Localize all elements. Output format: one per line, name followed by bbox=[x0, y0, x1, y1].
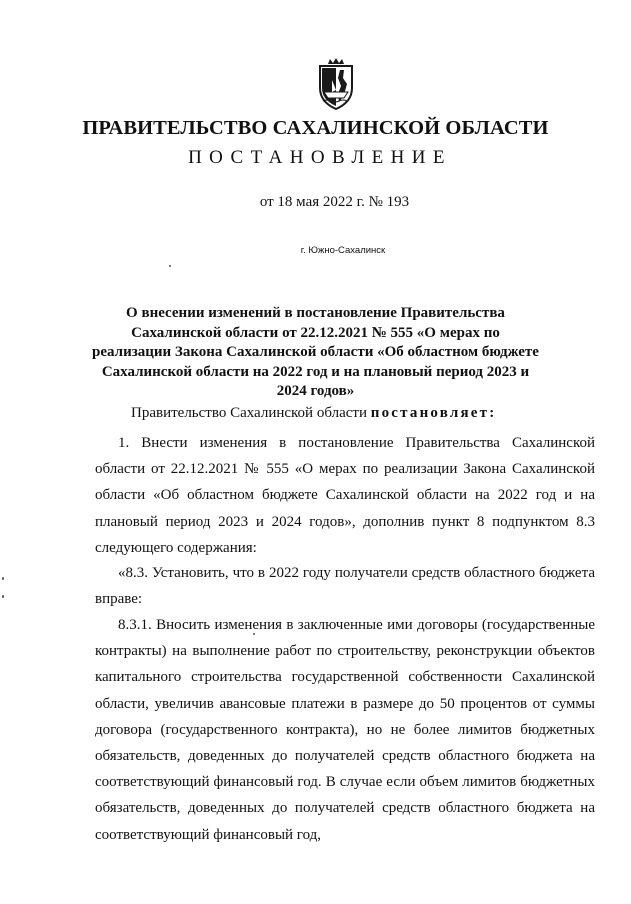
preamble bbox=[131, 405, 496, 422]
preamble-emphasis: постановляет: bbox=[370, 405, 497, 421]
city-name: г. Южно-Сахалинск bbox=[300, 245, 386, 256]
scan-speck bbox=[169, 265, 171, 267]
paragraph-8-3: «8.3. Установить, что в 2022 году получатели средств областного бюджета вправе: bbox=[95, 565, 595, 608]
date-and-number: от 18 мая 2022 г. № 193 bbox=[259, 194, 410, 210]
preamble-text: Правительство Сахалинской области bbox=[131, 405, 371, 421]
document-subject: О внесении изменений в постановление Правительства Сахалинской области от 22.12.2021 № 555 «О мерах по реализации Закона Сахалинской области «Об областном бюджете Сахалинской области на 2022 год и на плановый период 2023 и 2024 годов» bbox=[92, 305, 539, 399]
document-type: ПОСТАНОВЛЕНИЕ bbox=[188, 147, 452, 168]
scan-speck bbox=[253, 633, 255, 635]
scan-speck bbox=[2, 595, 4, 598]
paragraph-8-3-1: 8.3.1. Вносить изменения в заключенные ими договоры (государственные контракты) на выполнение работ по строительству, реконструкции объектов капитального строительства государственной собственности Сахалинской области, увеличив авансовые платежи в размере до 50 процентов от суммы договора (государственного контракта), но не более лимитов бюджетных обязательств, доведенных до получателей средств областного бюджета на соответствующий финансовый год. В случае если объем лимитов бюджетных обязательств, доведенных до получателей средств областного бюджета на соответствующий финансовый год, bbox=[95, 617, 595, 843]
government-title: ПРАВИТЕЛЬСТВО САХАЛИНСКОЙ ОБЛАСТИ bbox=[82, 117, 549, 139]
paragraph-1: 1. Внести изменения в постановление Правительства Сахалинской области от 22.12.2021 № 555 «О мерах по реализации Закона Сахалинской области «Об областном бюджете Сахалинской области на 2022 год и на плановый период 2023 и 2024 годов», дополнив пункт 8 подпунктом 8.3 следующего содержания: bbox=[95, 435, 595, 556]
scan-speck bbox=[2, 577, 4, 580]
coat-of-arms-icon bbox=[314, 58, 358, 110]
